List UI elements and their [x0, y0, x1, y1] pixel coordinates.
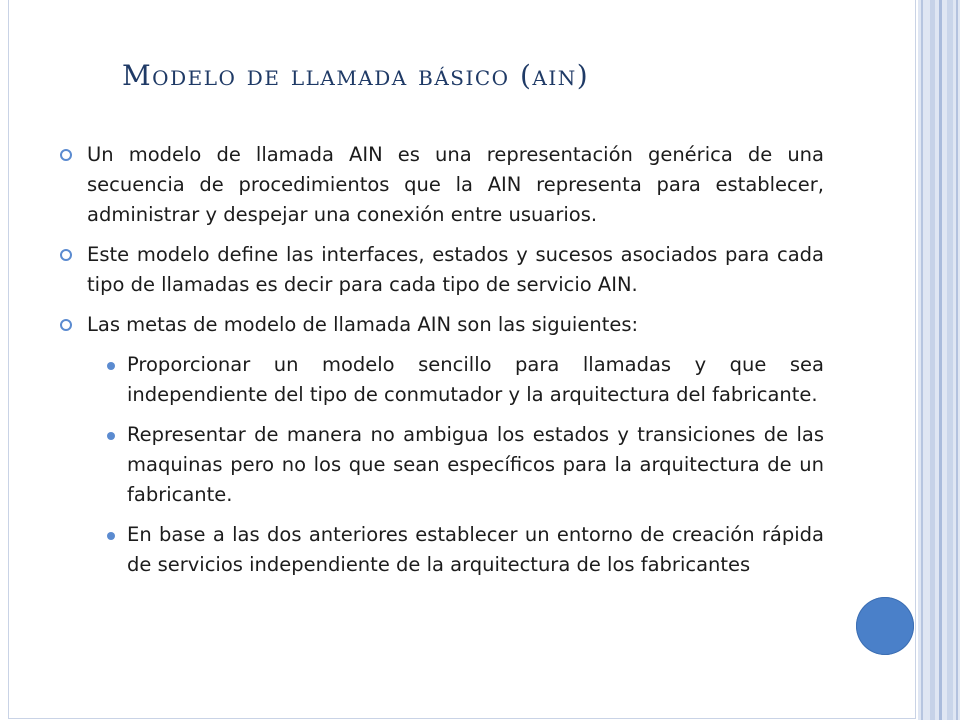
sub-bullet-item [107, 420, 824, 510]
sub-bullet-text: Proporcionar un modelo sencillo para llamadas y que sea independiente del tipo de conmutador y la arquitectura del fabricante. [127, 353, 824, 406]
bullet-item [60, 310, 824, 340]
sub-bullet-text: En base a las dos anteriores establecer un entorno de creación rápida de servicios independiente de la arquitectura de los fabricantes [127, 523, 824, 576]
dot-bullet-icon [107, 432, 115, 440]
stripe [930, 0, 935, 720]
ring-bullet-icon [60, 149, 72, 161]
sub-bullet-item [107, 520, 824, 580]
bullet-text: Este modelo define las interfaces, estados y sucesos asociados para cada tipo de llamadas es decir para cada tipo de servicio AIN. [87, 243, 824, 296]
ring-bullet-icon [60, 249, 72, 261]
dot-bullet-icon [107, 362, 115, 370]
bullet-item [60, 140, 824, 230]
stripe [947, 0, 953, 720]
decorative-stripes [918, 0, 960, 720]
ring-bullet-icon [60, 319, 72, 331]
sub-bullet-text: Representar de manera no ambigua los estados y transiciones de las maquinas pero no los que sean específicos para la arquitectura de un fabricante. [127, 423, 824, 506]
stripe [939, 0, 942, 720]
stripe [921, 0, 923, 720]
dot-bullet-icon [107, 532, 115, 540]
slide-title: Modelo de llamada básico (ain) [122, 59, 590, 92]
sub-bullet-item [107, 350, 824, 410]
bullet-text: Un modelo de llamada AIN es una representación genérica de una secuencia de procedimientos que la AIN representa para establecer, administrar y despejar una conexión entre usuarios. [87, 143, 824, 226]
slide-content [60, 140, 824, 590]
accent-circle [856, 597, 914, 655]
bullet-item [60, 240, 824, 300]
bullet-text: Las metas de modelo de llamada AIN son las siguientes: [87, 313, 639, 336]
stripe [956, 0, 958, 720]
